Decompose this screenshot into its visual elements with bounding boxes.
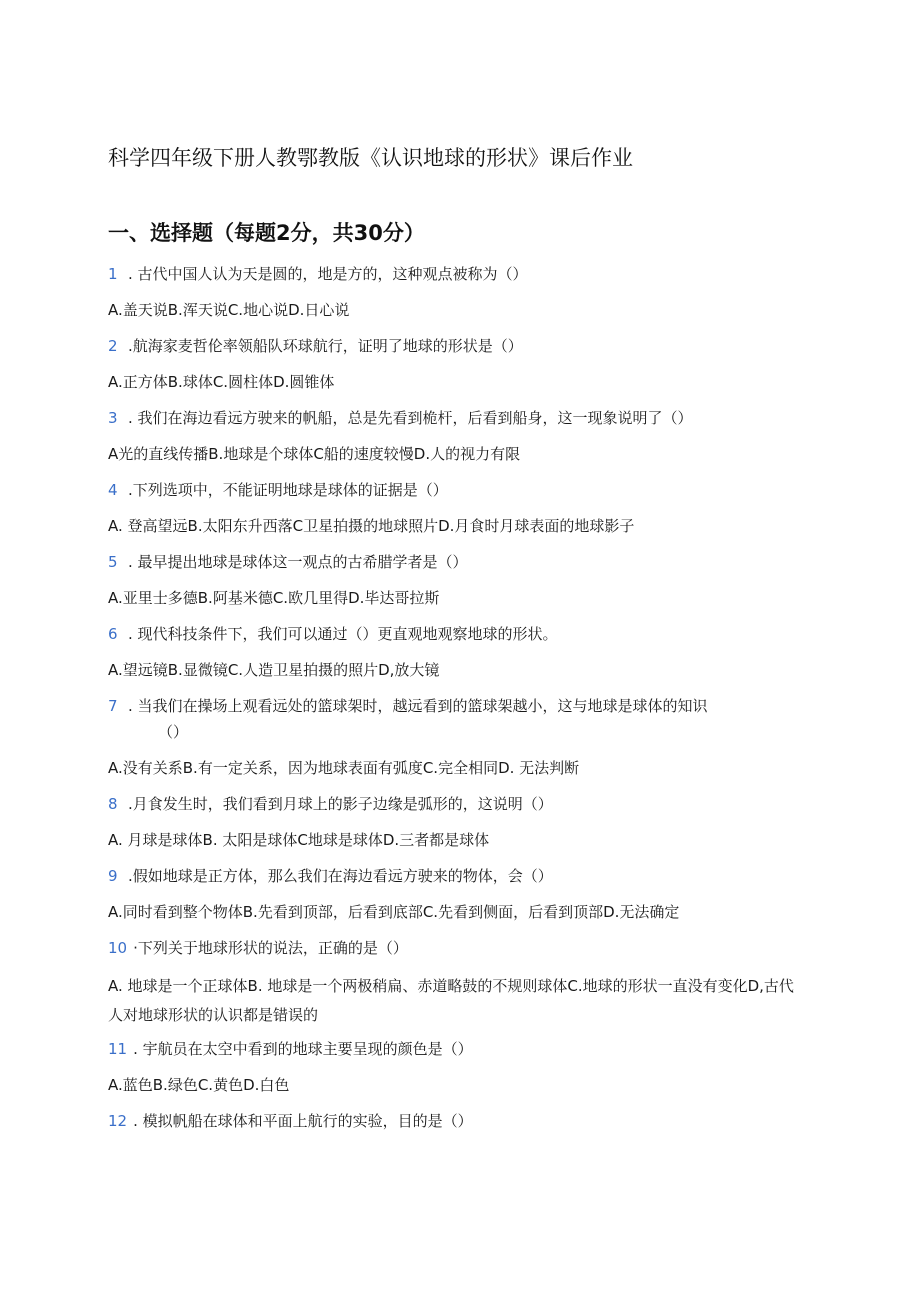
question-item xyxy=(108,550,808,610)
question-text: .假如地球是正方体，那么我们在海边看远方驶来的物体，会（） xyxy=(128,867,553,885)
section-title: 一、选择题（每题2分，共30分） xyxy=(108,221,425,245)
question-stem xyxy=(108,936,808,960)
question-item xyxy=(108,1037,808,1097)
question-item xyxy=(108,622,808,682)
question-number: 4 xyxy=(108,481,118,499)
question-number: 1 xyxy=(108,265,118,283)
question-options: A光的直线传播B.地球是个球体C船的速度较慢D.人的视力有限 xyxy=(108,445,521,463)
question-item xyxy=(108,864,808,924)
question-number: 7 xyxy=(108,697,118,715)
question-options: A.正方体B.球体C.圆柱体D.圆锥体 xyxy=(108,373,335,391)
question-number: 11 xyxy=(108,1040,128,1058)
question-text: .月食发生时，我们看到月球上的影子边缘是弧形的，这说明（） xyxy=(128,795,553,813)
document-title: 科学四年级下册人教鄂教版《认识地球的形状》课后作业 xyxy=(108,146,633,170)
question-text: . 我们在海边看远方驶来的帆船，总是先看到桅杆，后看到船身，这一现象说明了（） xyxy=(128,409,693,427)
question-item xyxy=(108,792,808,852)
question-text: . 当我们在操场上观看远处的篮球架时，越远看到的篮球架越小，这与地球是球体的知识 xyxy=(128,697,708,715)
question-options: A. 登高望远B.太阳东升西落C卫星拍摄的地球照片D.月食时月球表面的地球影子 xyxy=(108,517,635,535)
question-item xyxy=(108,1109,808,1133)
question-options: A.盖天说B.浑天说C.地心说D.日心说 xyxy=(108,301,350,319)
question-number: 10 xyxy=(108,939,128,957)
question-item xyxy=(108,262,808,322)
question-number: 6 xyxy=(108,625,118,643)
question-text: . 最早提出地球是球体这一观点的古希腊学者是（） xyxy=(128,553,468,571)
question-stem xyxy=(108,622,808,646)
question-text: . 模拟帆船在球体和平面上航行的实验，目的是（） xyxy=(133,1112,473,1130)
question-item xyxy=(108,478,808,538)
question-options: A.望远镜B.显微镜C.人造卫星拍摄的照片D,放大镜 xyxy=(108,661,440,679)
question-stem xyxy=(108,334,808,358)
question-stem xyxy=(108,478,808,502)
question-item xyxy=(108,936,808,1030)
question-text: . 现代科技条件下，我们可以通过（）更直观地观察地球的形状。 xyxy=(128,625,558,643)
question-options: A. 月球是球体B. 太阳是球体C地球是球体D.三者都是球体 xyxy=(108,831,490,849)
question-options: A.蓝色B.绿色C.黄色D.白色 xyxy=(108,1076,290,1094)
question-options: A. 地球是一个正球体B. 地球是一个两极稍扁、赤道略鼓的不规则球体C.地球的形状一直没有变化D,古代人对地球形状的认识都是错误的 xyxy=(108,977,794,1024)
question-stem xyxy=(108,262,808,286)
question-stem xyxy=(108,406,808,430)
question-number: 5 xyxy=(108,553,118,571)
question-stem xyxy=(108,1109,808,1133)
question-stem xyxy=(108,792,808,816)
question-text: ·下列关于地球形状的说法，正确的是（） xyxy=(133,939,408,957)
question-number: 2 xyxy=(108,337,118,355)
question-number: 3 xyxy=(108,409,118,427)
question-stem xyxy=(108,694,808,718)
question-text: . 宇航员在太空中看到的地球主要呈现的颜色是（） xyxy=(133,1040,473,1058)
question-text: . 古代中国人认为天是圆的，地是方的，这种观点被称为（） xyxy=(128,265,528,283)
question-item xyxy=(108,406,808,466)
question-options: A.亚里士多德B.阿基米德C.欧几里得D.毕达哥拉斯 xyxy=(108,589,440,607)
question-options: A.同时看到整个物体B.先看到顶部，后看到底部C.先看到侧面，后看到顶部D.无法确定 xyxy=(108,903,680,921)
question-item xyxy=(108,334,808,394)
question-list xyxy=(108,262,808,1145)
question-text: .下列选项中，不能证明地球是球体的证据是（） xyxy=(128,481,448,499)
question-continuation: （） xyxy=(158,723,189,741)
question-number: 12 xyxy=(108,1112,128,1130)
question-stem xyxy=(108,864,808,888)
question-number: 9 xyxy=(108,867,118,885)
question-stem xyxy=(108,550,808,574)
question-number: 8 xyxy=(108,795,118,813)
question-item xyxy=(108,694,808,780)
question-options: A.没有关系B.有一定关系，因为地球表面有弧度C.完全相同D. 无法判断 xyxy=(108,759,580,777)
question-text: .航海家麦哲伦率领船队环球航行，证明了地球的形状是（） xyxy=(128,337,523,355)
question-stem xyxy=(108,1037,808,1061)
